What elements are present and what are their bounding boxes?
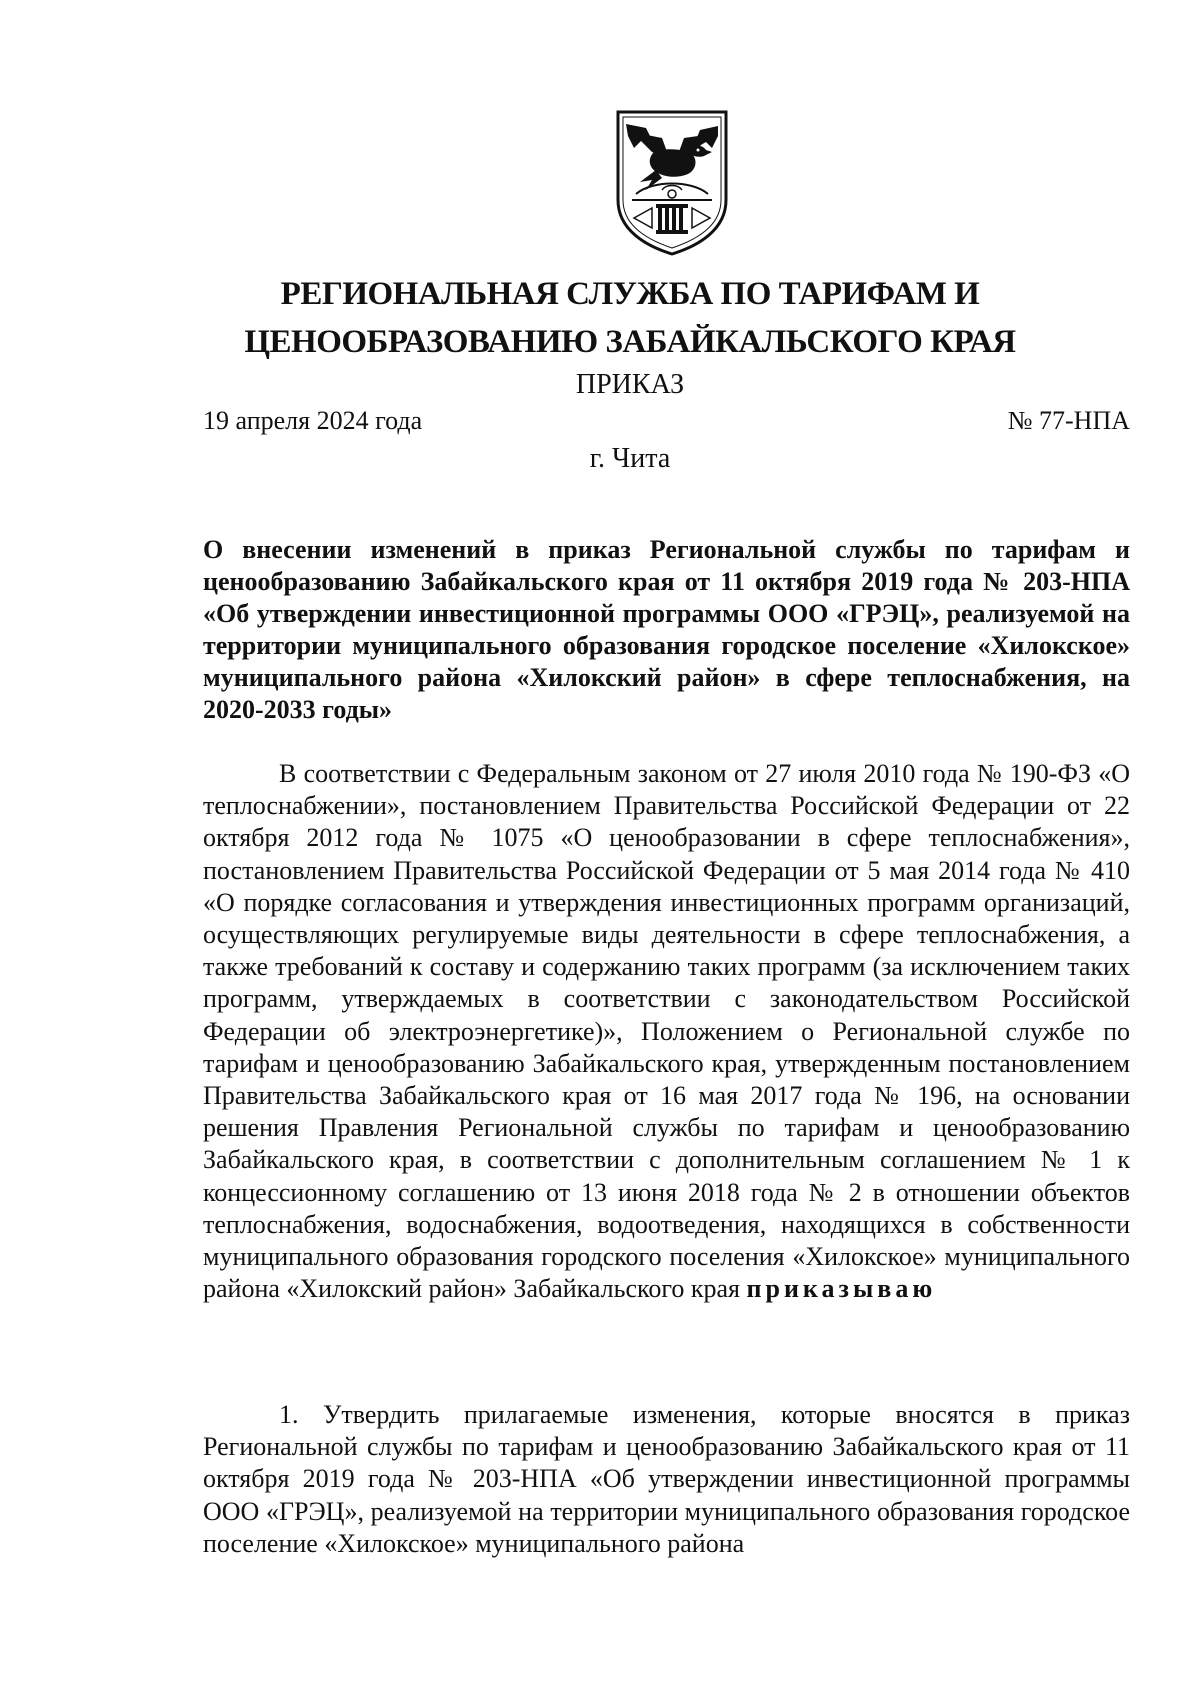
order-word: приказываю: [746, 1274, 937, 1304]
preamble-text: В соответствии с Федеральным законом от 27 июля 2010 года № 190-ФЗ «О теплоснабжении», постановлением Правительства Российской Федерации от 22 октября 2012 года № 1075 «О ценообразовании в сфере теплоснабжения», постановлением Правительства Российской Федерации от 5 мая 2014 года № 410 «О порядке согласования и утверждения инвестиционных программ организаций, осуществляющих регулируемые виды деятельности в сфере теплоснабжения, а также требований к составу и содержанию таких программ (за исключением таких программ, утверждаемых в соответствии с законодательством Российской Федерации об электроэнергетике)», Положением о Региональной службе по тарифам и ценообразованию Забайкальского края, утвержденным постановлением Правительства Забайкальского края от 16 мая 2017 года № 196, на основании решения Правления Региональной службы по тарифам и ценообразованию Забайкальского края, в соответствии с дополнительным соглашением № 1 к концессионному соглашению от 13 июня 2018 года № 2 в отношении объектов теплоснабжения, водоснабжения, водоотведения, находящихся в собственности муниципального образования городского поселения «Хилокское» муниципального района «Хилокский район» Забайкальского края: [203, 759, 1130, 1304]
organization-name: [200, 270, 1060, 366]
organization-name-line-2: ЦЕНООБРАЗОВАНИЮ ЗАБАЙКАЛЬСКОГО КРАЯ: [244, 324, 1016, 360]
document-subject: О внесении изменений в приказ Региональной службы по тарифам и ценообразованию Забайкальского края от 11 октября 2019 года № 203-НПА «Об утверждении инвестиционной программы ООО «ГРЭЦ», реализуемой на территории муниципального образования городское поселение «Хилокское» муниципального района «Хилокский район» в сфере теплоснабжения, на 2020-2033 годы»: [203, 535, 1130, 724]
document-city: г. Чита: [589, 443, 671, 474]
organization-name-line-1: РЕГИОНАЛЬНАЯ СЛУЖБА ПО ТАРИФАМ И: [280, 276, 980, 312]
coat-of-arms-icon: [612, 108, 732, 258]
item-1-paragraph: 1. Утвердить прилагаемые изменения, которые вносятся в приказ Региональной службы по тарифам и ценообразованию Забайкальского края от 11 октября 2019 года № 203-НПА «Об утверждении инвестиционной программы ООО «ГРЭЦ», реализуемой на территории муниципального образования городское поселение «Хилокское» муниципального района: [203, 1400, 1130, 1558]
document-date: 19 апреля 2024 года: [203, 406, 423, 435]
document-type: ПРИКАЗ: [575, 369, 685, 400]
document-number: № 77-НПА: [1007, 406, 1130, 435]
preamble-paragraph: [203, 758, 1130, 1305]
